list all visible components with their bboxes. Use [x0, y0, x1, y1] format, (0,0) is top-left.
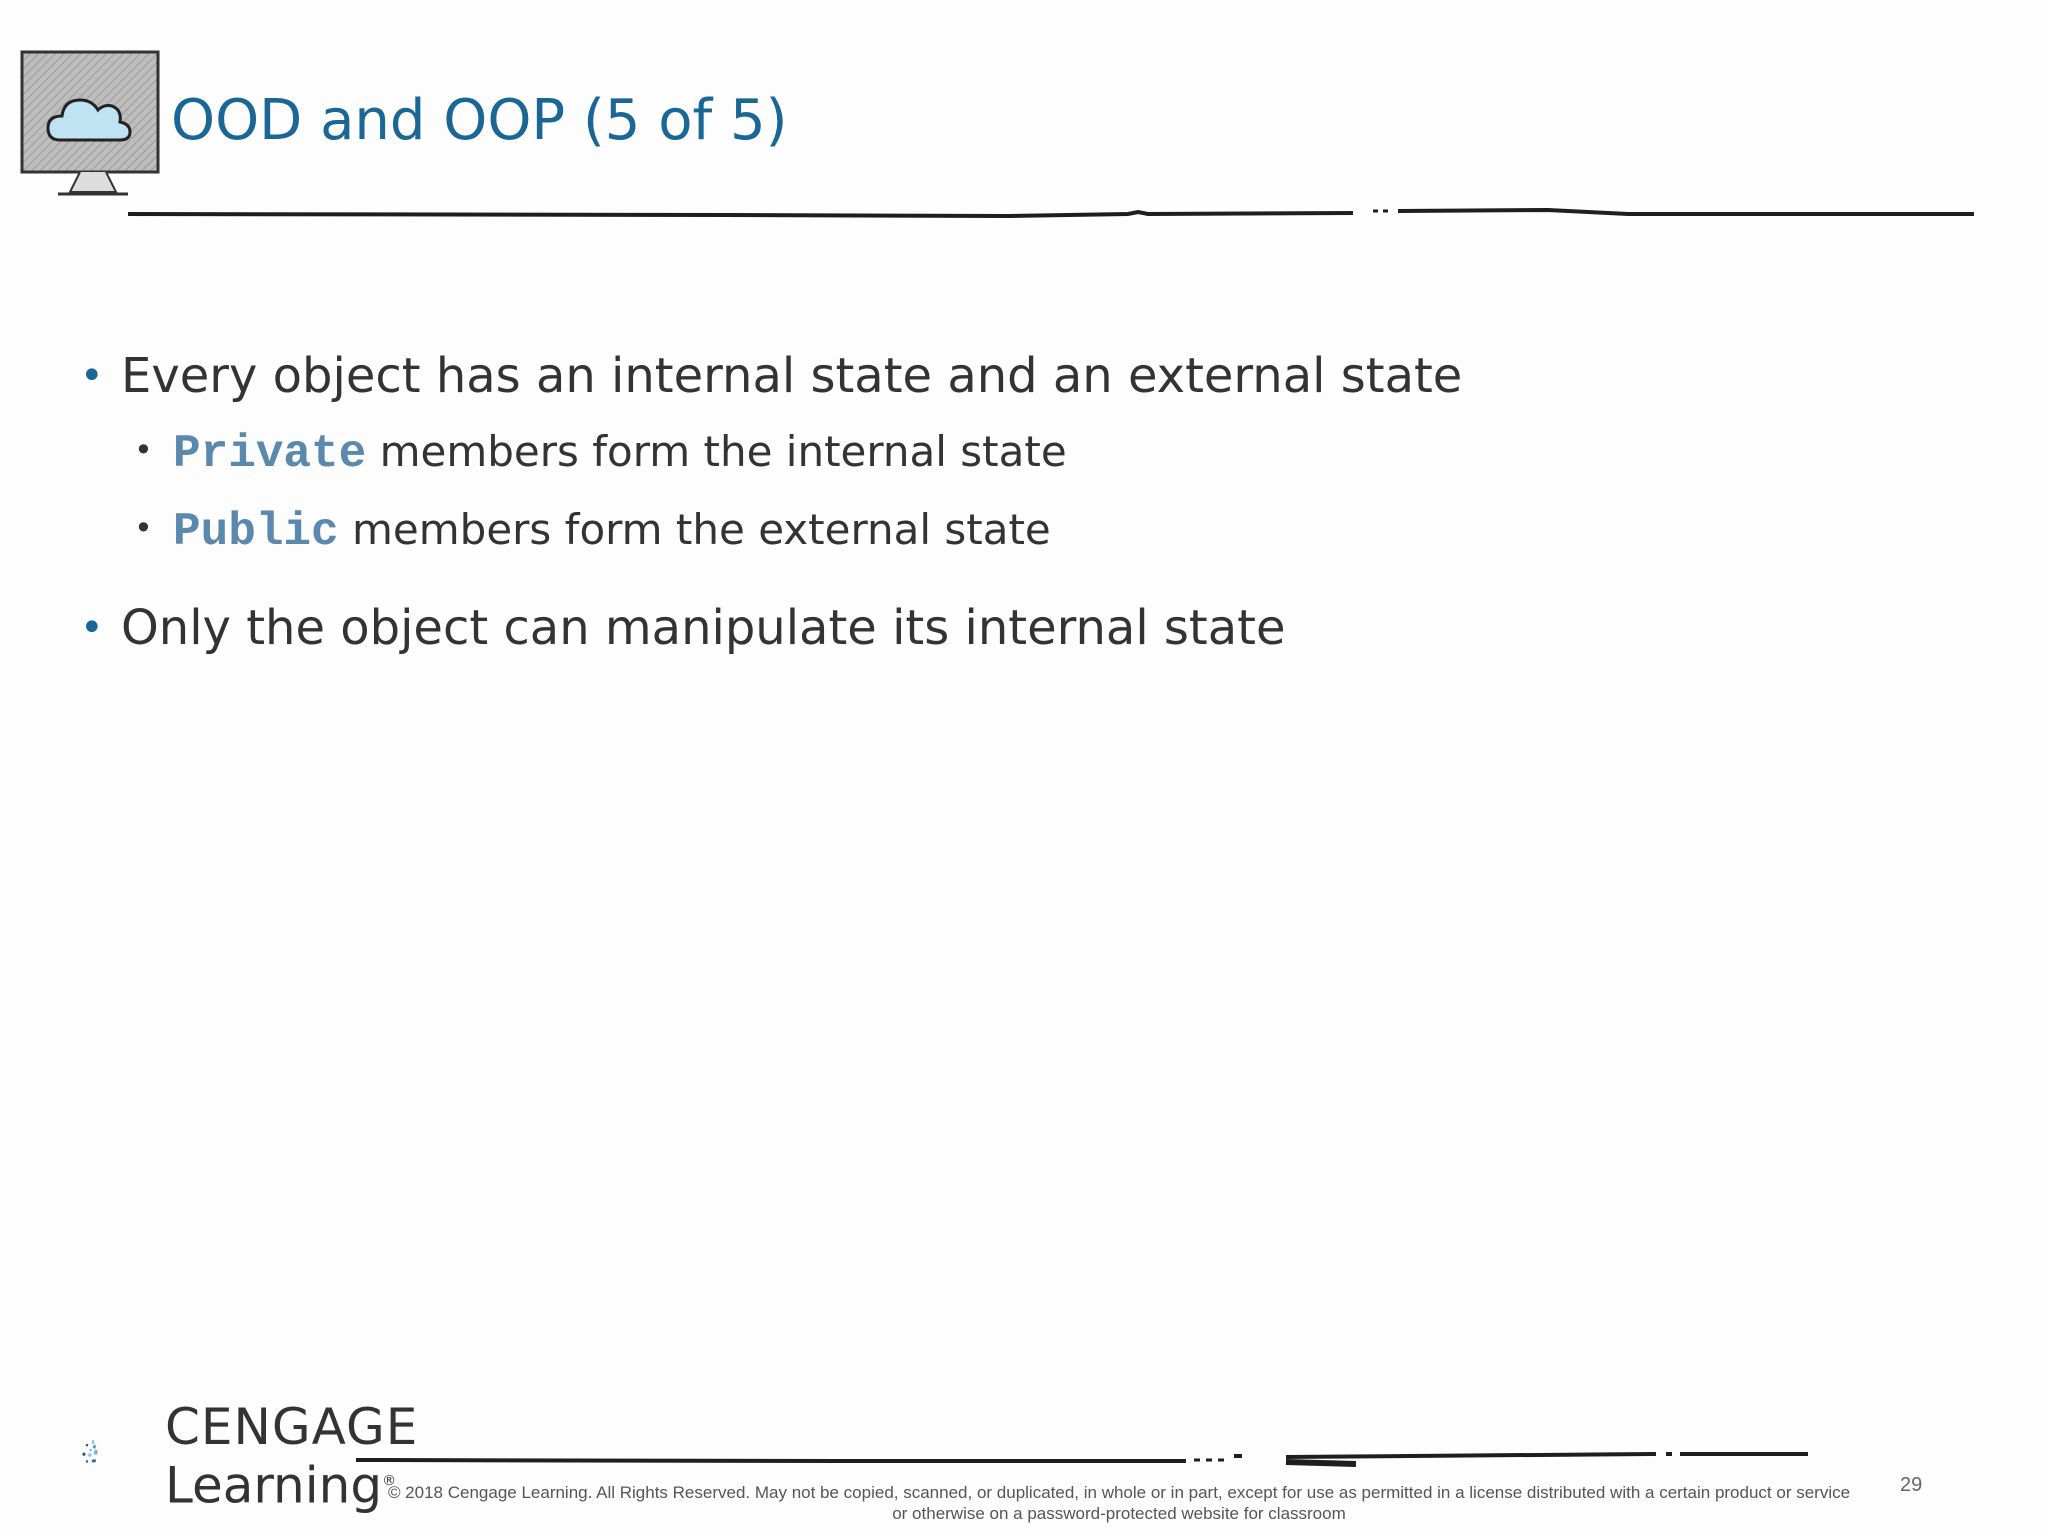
bullet-item — [78, 340, 1978, 412]
copyright-notice — [374, 1482, 1864, 1524]
footer-divider — [356, 1448, 1808, 1468]
bullet-list — [78, 340, 1978, 664]
sub-bullet-item — [78, 492, 1978, 570]
bullet-text: Every object has an internal state and an external state — [121, 348, 1463, 404]
sub-bullet-text: members form the internal state — [366, 427, 1067, 476]
bullet-dot-icon: • — [134, 431, 153, 469]
logo-wordmark-top: CENGAGE — [165, 1398, 419, 1456]
sub-bullet-text: members form the external state — [338, 505, 1051, 554]
cengage-logo-icon — [82, 1392, 162, 1522]
sub-bullet-item — [78, 414, 1978, 492]
bullet-dot-icon: • — [134, 509, 153, 547]
code-keyword-private: Private — [173, 428, 367, 480]
copyright-line-2: or otherwise on a password-protected website for classroom — [892, 1504, 1346, 1523]
slide-title: OOD and OOP (5 of 5) — [171, 88, 788, 153]
copyright-line-1: © 2018 Cengage Learning. All Rights Reserved. May not be copied, scanned, or duplicated, in whole or in part, except for use as permitted in a license distributed with a certain product or service — [387, 1483, 1851, 1502]
logo-wordmark-bottom: Learning® — [165, 1456, 397, 1515]
bullet-dot-icon: • — [80, 605, 104, 651]
monitor-cloud-icon — [18, 48, 166, 208]
bullet-dot-icon: • — [80, 353, 104, 399]
bullet-text: Only the object can manipulate its internal state — [121, 600, 1286, 656]
page-number: 29 — [1900, 1474, 1923, 1496]
title-divider — [128, 202, 1974, 222]
code-keyword-public: Public — [173, 506, 339, 558]
bullet-item — [78, 592, 1978, 664]
